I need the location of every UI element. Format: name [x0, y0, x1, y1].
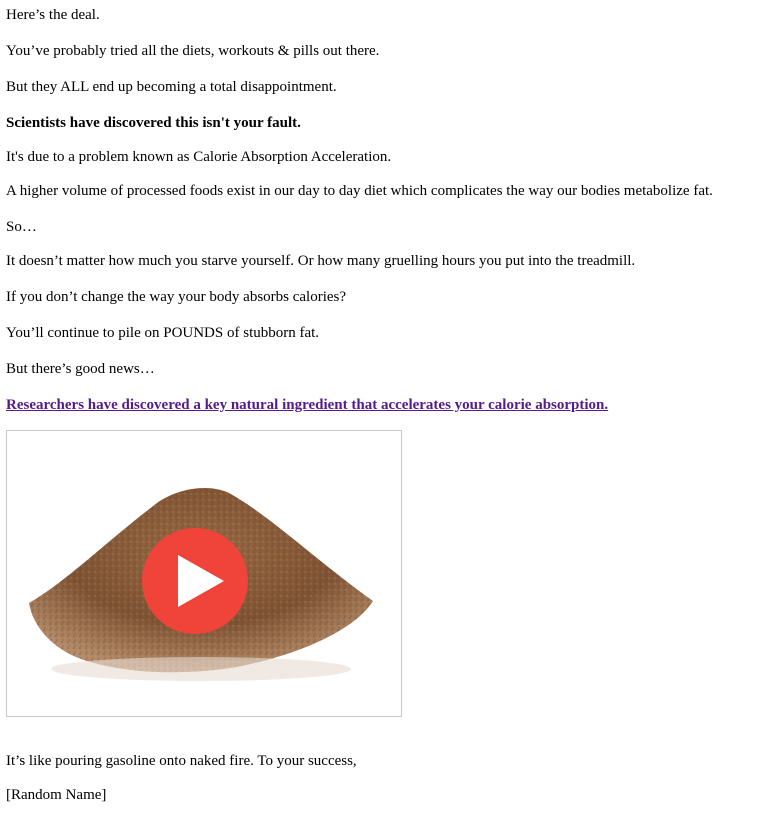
- intro-paragraph: Here’s the deal.: [6, 7, 100, 23]
- powder-pile-image: [7, 431, 402, 717]
- processed-foods-paragraph: A higher volume of processed foods exist in our day to day diet which complicates the way our bodies metabolize fat.: [6, 183, 713, 199]
- signature: [Random Name]: [6, 787, 107, 803]
- calorie-problem-paragraph: It's due to a problem known as Calorie Absorption Acceleration.: [6, 149, 392, 165]
- video-thumbnail[interactable]: [6, 430, 402, 717]
- ingredient-link[interactable]: Researchers have discovered a key natural ingredient that accelerates your calorie absorption.: [6, 397, 609, 413]
- closing-paragraph: It’s like pouring gasoline onto naked fire. To your success,: [6, 753, 357, 769]
- disappointment-paragraph: But they ALL end up becoming a total disappointment.: [6, 79, 337, 95]
- starve-paragraph: It doesn’t matter how much you starve yourself. Or how many gruelling hours you put into the treadmill.: [6, 253, 636, 269]
- play-icon[interactable]: [142, 528, 248, 634]
- pounds-paragraph: You’ll continue to pile on POUNDS of stubborn fat.: [6, 325, 320, 341]
- diets-paragraph: You’ve probably tried all the diets, workouts & pills out there.: [6, 43, 380, 59]
- so-paragraph: So…: [6, 219, 37, 235]
- good-news-paragraph: But there’s good news…: [6, 361, 155, 377]
- scientists-paragraph: Scientists have discovered this isn't your fault.: [6, 115, 301, 131]
- absorbs-paragraph: If you don’t change the way your body absorbs calories?: [6, 289, 347, 305]
